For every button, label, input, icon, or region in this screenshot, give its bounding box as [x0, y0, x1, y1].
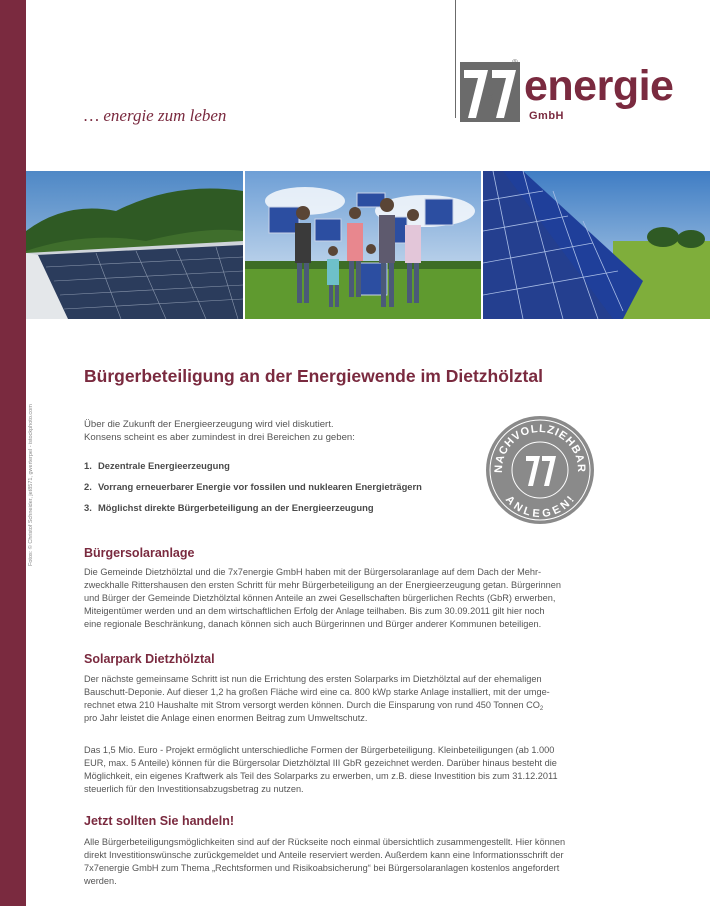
- family-with-solar-panels-photo: [245, 171, 481, 319]
- list-text: Vorrang erneuerbarer Energie vor fossilen und nuklearen Energieträgern: [98, 481, 422, 492]
- logo-wordmark: energie: [524, 62, 674, 110]
- photo-strip: [26, 171, 710, 319]
- nachvollziehbar-seal-icon: [482, 412, 598, 528]
- section-heading-buergersolaranlage: Bürgersolaranlage: [84, 546, 195, 560]
- seal-bottom-text: ANLEGEN!: [502, 493, 578, 521]
- list-number: 3.: [84, 502, 92, 513]
- company-logo: [460, 58, 700, 128]
- key-points-list: [84, 460, 422, 523]
- logo-company-suffix: GmbH: [529, 110, 564, 122]
- solar-park-photo: [483, 171, 710, 319]
- intro-line: Konsens scheint es aber zumindest in drei Bereichen zu geben:: [84, 432, 355, 443]
- header-divider: [455, 0, 456, 118]
- section-paragraph: Alle Bürgerbeteiligungsmöglichkeiten sind auf der Rückseite noch einmal übersichtlich zusammengestellt. Hier können direkt Investitionswünsche zurückgemeldet und Anteile reserviert werden. Außerdem kann eine Informationsschrift der 7x7energie GmbH zum Thema „Rechtsformen und Risikoabsicherung“ bei Bürgersolaranlagen kostenlos angefordert werden.: [84, 837, 566, 886]
- tagline: … energie zum leben: [84, 106, 227, 125]
- svg-text:x: x: [486, 91, 494, 103]
- list-item: [84, 481, 422, 502]
- registered-mark: ®: [512, 58, 518, 67]
- list-text: Dezentrale Energieerzeugung: [98, 460, 230, 471]
- seal-top-text: NACHVOLLZIEHBAR: [492, 422, 588, 474]
- list-item: [84, 502, 422, 523]
- list-text: Möglichst direkte Bürgerbeteiligung an der Energieerzeugung: [98, 502, 374, 513]
- list-number: 1.: [84, 460, 92, 471]
- list-item: [84, 460, 422, 481]
- section-paragraph: Das 1,5 Mio. Euro - Projekt ermöglicht unterschiedliche Formen der Bürgerbeteiligung. Kleinbeteiligungen (ab 1.000 EUR, max. 5 Anteile) können für die Bürgersolar Dietzhölztal III GbR gezeichnet werden. Darüber hinaus besteht die Möglichkeit, ein eigenes Kraftwerk als Teil des Solarparks zu erwerben, um z.B. diese Investition bis zum 31.12.2011 steuerlich für den Investitionsabzugsbetrag zu nutzen.: [84, 745, 558, 794]
- co2-subscript: 2: [539, 705, 544, 712]
- left-accent-bar: [0, 0, 26, 906]
- section-heading-jetzt-handeln: Jetzt sollten Sie handeln!: [84, 814, 235, 828]
- page-title: Bürgerbeteiligung an der Energiewende im Dietzhölztal: [84, 366, 543, 386]
- solar-roof-photo: [26, 171, 243, 319]
- seven-by-seven-logo-icon: [460, 62, 520, 122]
- intro-line: Über die Zukunft der Energieerzeugung wird viel diskutiert.: [84, 419, 334, 430]
- list-number: 2.: [84, 481, 92, 492]
- photo-credit: Fotos: © Christof Schneider, jet8571, gwerterpel - istockphoto.com: [28, 404, 34, 566]
- section-paragraph: Die Gemeinde Dietzhölztal und die 7x7energie GmbH haben mit der Bürgersolaranlage auf dem Dach der Mehr- zweckhalle Rittershausen den ersten Schritt für mehr Bürgerbeteiligung an der Energieerzeugung getan. Bürgerinnen und Bürger der Gemeinde Dietzhölztal können Anteile an zwei Gesellschaften bürgerlichen Rechts (GbR) erwerben, Miteigentümer werden und an dem wirtschaftlichen Erfolg der Anlage teilhaben. Bis zum 30.09.2011 gilt hier noch eine regionale Beschränkung, danach können sich auch Bürgerinnen und Bürger anderer Kommunen beteiligen.: [84, 567, 562, 629]
- intro-text: [84, 418, 444, 444]
- section-heading-solarpark: Solarpark Dietzhölztal: [84, 652, 215, 666]
- section-paragraph: Der nächste gemeinsame Schritt ist nun die Errichtung des ersten Solarparks im Dietzhölztal auf der ehemaligen Bauschutt-Deponie. Auf dieser 1,2 ha großen Fläche wird eine ca. 800 kWp starke Anlage installiert, mit der umge- rechnet etwa 210 Haushalte mit Strom versorgt werden können. Durch die Einsparung von rund 450 Tonnen $CO_2$ pro Jahr leistet die Anlage einen enormen Beitrag zum Umweltschutz.: [84, 674, 550, 723]
